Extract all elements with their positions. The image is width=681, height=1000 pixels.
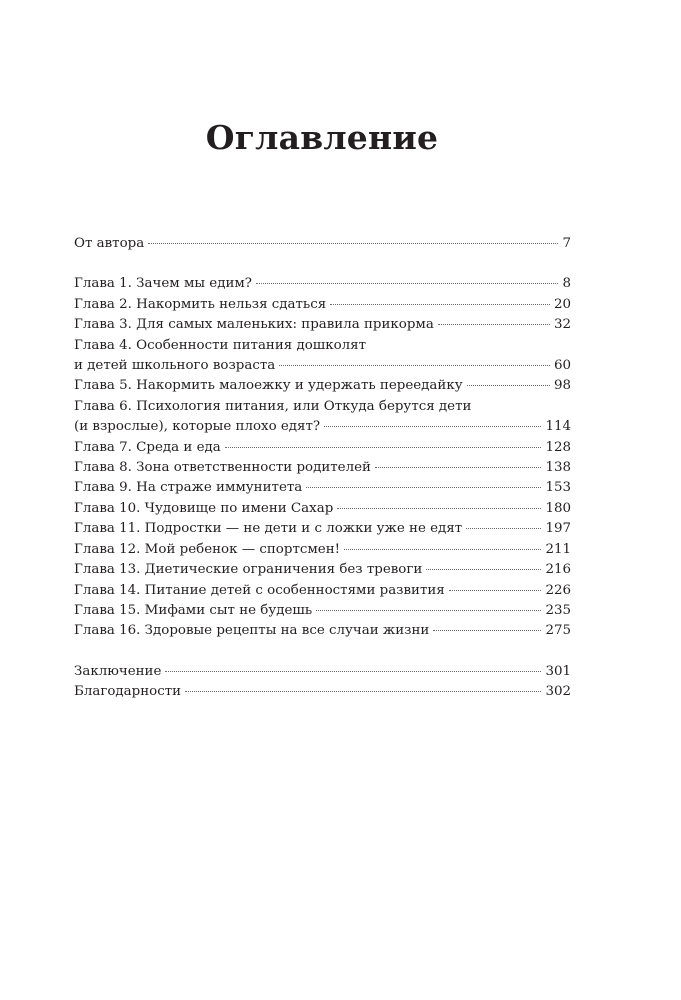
dot-leader	[438, 324, 550, 325]
toc-entry-title: Глава 1. Зачем мы едим?	[74, 276, 252, 292]
toc-entry-title: Глава 15. Мифами сыт не будешь	[74, 602, 313, 618]
toc-entry-title: Глава 16. Здоровые рецепты на все случаи жизни	[74, 623, 430, 639]
toc-entry-chapter-6[interactable]	[74, 417, 571, 437]
toc-entry-title-line-1[interactable]: Глава 4. Особенности питания дошколят	[74, 337, 367, 353]
dot-leader	[279, 365, 550, 366]
toc-entry-page: 211	[545, 541, 571, 557]
toc-entry-title: Глава 13. Диетические ограничения без тревоги	[74, 562, 423, 578]
toc-entry-page: 138	[545, 460, 571, 476]
table-of-contents	[74, 234, 571, 703]
toc-entry-page: 301	[545, 663, 571, 679]
toc-entry-page: 275	[545, 623, 571, 639]
dot-leader	[466, 528, 541, 529]
dot-leader	[449, 590, 542, 591]
toc-entry-page: 20	[553, 296, 571, 312]
toc-entry-title: Глава 14. Питание детей с особенностями развития	[74, 582, 445, 598]
toc-entry-title: и детей школьного возраста	[74, 358, 276, 374]
dot-leader	[148, 243, 558, 244]
toc-entry-chapter-1[interactable]	[74, 274, 571, 294]
toc-entry-chapter-5[interactable]	[74, 376, 571, 396]
dot-leader	[324, 426, 541, 427]
toc-entry-chapter-3[interactable]	[74, 315, 571, 335]
toc-entry-page: 216	[545, 562, 571, 578]
dot-leader	[306, 487, 541, 488]
toc-entry-chapter-10[interactable]	[74, 499, 571, 519]
dot-leader	[185, 691, 541, 692]
toc-entry-page: 197	[545, 521, 571, 537]
toc-entry-title: Глава 7. Среда и еда	[74, 439, 221, 455]
section-gap	[74, 254, 571, 274]
toc-entry-chapter-12[interactable]	[74, 540, 571, 560]
toc-entry-title: Благодарности	[74, 684, 182, 700]
toc-entry-page: 302	[545, 684, 571, 700]
toc-entry-page: 8	[562, 276, 571, 292]
toc-entry-page: 128	[545, 439, 571, 455]
toc-entry-chapter-9[interactable]	[74, 478, 571, 498]
toc-entry-chapter-4[interactable]	[74, 356, 571, 376]
dot-leader	[426, 569, 541, 570]
toc-entry-chapter-7[interactable]	[74, 438, 571, 458]
toc-entry-title: Глава 12. Мой ребенок — спортсмен!	[74, 541, 340, 557]
toc-entry-chapter-13[interactable]	[74, 560, 571, 580]
toc-entry-page: 235	[545, 602, 571, 618]
toc-entry-page: 98	[553, 378, 571, 394]
dot-leader	[375, 467, 541, 468]
toc-entry-title: Глава 5. Накормить малоежку и удержать переедайку	[74, 378, 463, 394]
toc-entry-acknowledgements[interactable]	[74, 682, 571, 702]
toc-entry-author[interactable]	[74, 234, 571, 254]
toc-entry-title-line-1[interactable]: Глава 6. Психология питания, или Откуда берутся дети	[74, 398, 472, 414]
page-title: Оглавление	[205, 118, 439, 157]
dot-leader	[256, 283, 559, 284]
dot-leader	[467, 385, 550, 386]
toc-entry-conclusion[interactable]	[74, 662, 571, 682]
dot-leader	[337, 508, 541, 509]
toc-entry-page: 153	[545, 480, 571, 496]
dot-leader	[330, 304, 550, 305]
toc-entry-chapter-8[interactable]	[74, 458, 571, 478]
toc-entry-page: 60	[553, 358, 571, 374]
toc-entry-page: 226	[545, 582, 571, 598]
dot-leader	[316, 610, 541, 611]
section-gap	[74, 642, 571, 662]
toc-entry-title: Глава 9. На страже иммунитета	[74, 480, 303, 496]
toc-entry-chapter-16[interactable]	[74, 621, 571, 641]
dot-leader	[165, 671, 541, 672]
toc-entry-title: Глава 8. Зона ответственности родителей	[74, 460, 371, 476]
toc-entry-title: Глава 3. Для самых маленьких: правила прикорма	[74, 317, 434, 333]
toc-entry-title: Глава 2. Накормить нельзя сдаться	[74, 296, 327, 312]
dot-leader	[433, 630, 541, 631]
toc-entry-title: От автора	[74, 236, 145, 251]
toc-entry-title: Глава 11. Подростки — не дети и с ложки уже не едят	[74, 521, 463, 537]
toc-entry-page: 114	[545, 419, 571, 435]
dot-leader	[344, 549, 541, 550]
toc-entry-chapter-15[interactable]	[74, 601, 571, 621]
toc-entry-chapter-2[interactable]	[74, 295, 571, 315]
toc-entry-title: (и взрослые), которые плохо едят?	[74, 419, 321, 435]
toc-entry-page: 180	[545, 500, 571, 516]
toc-entry-page: 32	[553, 317, 571, 333]
dot-leader	[225, 447, 542, 448]
toc-entry-chapter-14[interactable]	[74, 581, 571, 601]
toc-entry-title: Глава 10. Чудовище по имени Сахар	[74, 500, 334, 516]
toc-entry-title: Заключение	[74, 663, 162, 679]
toc-entry-chapter-11[interactable]	[74, 519, 571, 539]
toc-entry-page: 7	[562, 236, 571, 251]
